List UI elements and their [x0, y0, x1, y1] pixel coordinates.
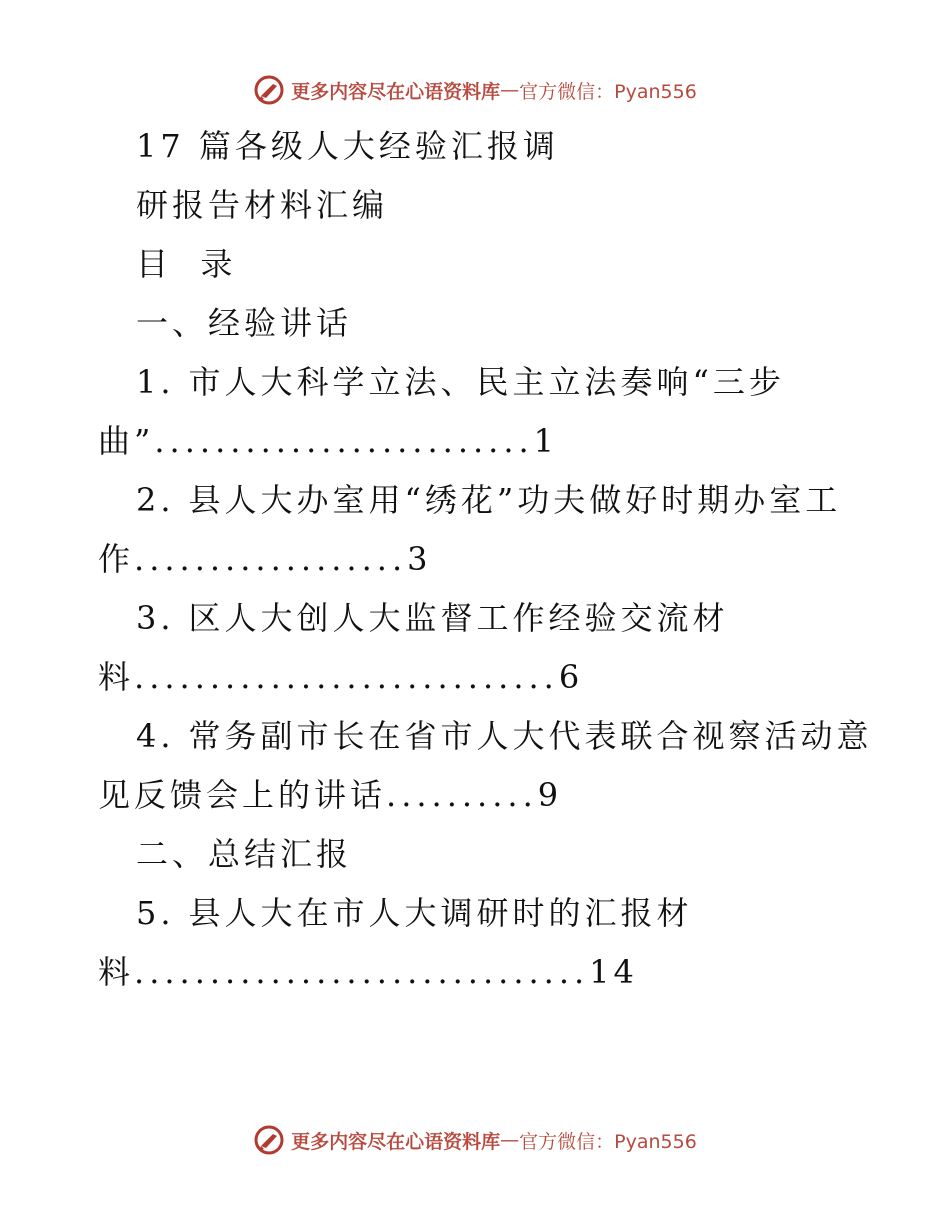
toc-heading: 目 录 — [136, 245, 237, 283]
toc-entry-title — [98, 353, 858, 412]
toc-entry-2[interactable] — [98, 471, 858, 589]
footer-banner — [0, 1120, 950, 1160]
toc-entry-continuation — [98, 943, 858, 1002]
toc-entry-text: 常务副市长在省市人大代表联合视察活动意 — [188, 717, 873, 755]
toc-entry-number: 4. — [136, 717, 175, 755]
toc-leader-dots: ............................ — [134, 658, 559, 696]
toc-leader-dots: .............................. — [134, 953, 590, 991]
toc-leader-dots: ......................... — [154, 422, 534, 460]
toc-entry-text-cont: 作 — [98, 540, 135, 578]
toc-entry-continuation — [98, 530, 858, 589]
banner-dash: — — [500, 79, 520, 101]
section-heading-2: 二、总结汇报 — [136, 835, 353, 873]
toc-page-number: 3 — [407, 540, 432, 578]
toc-entry-continuation — [98, 412, 858, 471]
toc-entry-text-cont: 料 — [98, 658, 135, 696]
toc-entry-number: 1. — [136, 363, 175, 401]
toc-page-number: 14 — [589, 953, 638, 991]
toc-entry-number: 3. — [136, 599, 175, 637]
toc-page-number: 9 — [537, 776, 563, 814]
document-title-line-1: 17 篇各级人大经验汇报调 — [136, 127, 559, 165]
toc-entry-title — [98, 884, 858, 943]
toc-entry-text-cont: 见反馈会上的讲话 — [98, 776, 387, 814]
toc-entry-text-cont: 曲” — [98, 422, 155, 460]
toc-entry-text-cont: 料 — [98, 953, 135, 991]
toc-entry-number: 5. — [136, 894, 175, 932]
toc-entry-text: 市人大科学立法、民主立法奏响“三步 — [188, 363, 785, 401]
section-heading-1: 一、经验讲话 — [136, 304, 353, 342]
header-banner — [0, 70, 950, 110]
toc-entry-title — [98, 589, 858, 648]
toc-entry-3[interactable] — [98, 589, 858, 707]
banner-dash: — — [500, 1129, 520, 1151]
banner-contact-text: 官方微信：Pyan556 — [519, 80, 697, 103]
toc-entry-continuation — [98, 648, 858, 707]
banner-main-text: 更多内容尽在心语资料库 — [291, 1130, 501, 1153]
document-title-line-2: 研报告材料汇编 — [136, 186, 389, 224]
pen-logo-icon — [253, 74, 285, 106]
toc-entry-number: 2. — [136, 481, 175, 519]
toc-entry-title — [98, 707, 873, 766]
pen-logo-icon — [253, 1124, 285, 1156]
banner-main-text: 更多内容尽在心语资料库 — [291, 80, 501, 103]
toc-entry-title — [98, 471, 858, 530]
toc-entry-text: 区人大创人大监督工作经验交流材 — [188, 599, 729, 637]
toc-entry-5[interactable] — [98, 884, 858, 1002]
toc-page-number: 6 — [558, 658, 584, 696]
toc-leader-dots: .................. — [134, 540, 408, 578]
toc-entry-text: 县人大在市人大调研时的汇报材 — [188, 894, 693, 932]
toc-leader-dots: .......... — [386, 776, 538, 814]
banner-contact-text: 官方微信：Pyan556 — [519, 1130, 697, 1153]
document-body — [98, 117, 873, 1002]
toc-entry-1[interactable] — [98, 353, 858, 471]
toc-page-number: 1 — [533, 422, 559, 460]
toc-entry-continuation — [98, 766, 858, 825]
toc-entry-text: 县人大办室用“绣花”功夫做好时期办室工 — [188, 481, 842, 519]
toc-entry-4[interactable] — [98, 707, 873, 825]
